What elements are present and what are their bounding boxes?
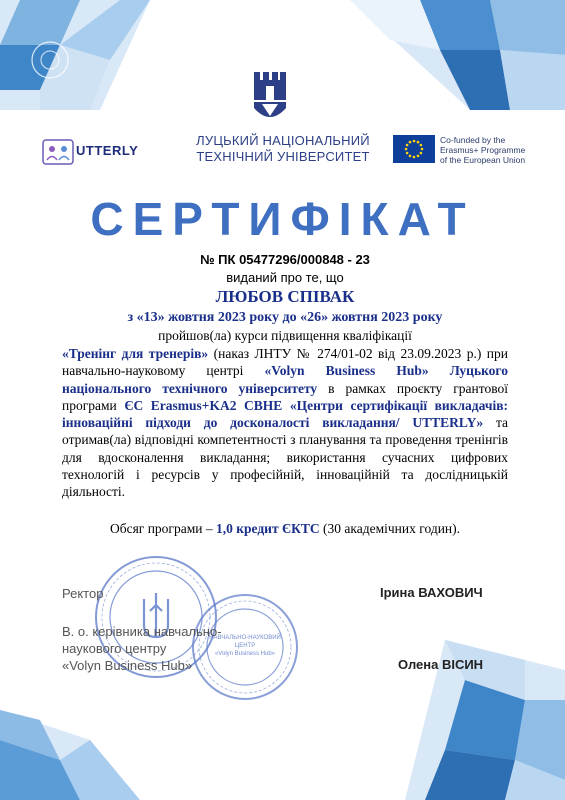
corner-decoration-top-right	[350, 0, 565, 110]
center-name: «Volyn Business Hub» Луцького національного технічного університету	[62, 363, 508, 396]
body-text-3: та отримав(ла) відповідні компетентності з планування та проведення тренінгів для вдосконалення викладання; використання сучасних цифрових технологій і ресурсів у професійній, інноваційній та дослідницькій діяльності.	[62, 415, 508, 500]
corner-decoration-top-left	[0, 0, 150, 110]
university-name-line2: ТЕХНІЧНИЙ УНІВЕРСИТЕТ	[196, 149, 370, 164]
certificate-title: СЕРТИФІКАТ	[90, 193, 475, 245]
center-head-label-line3: «Volyn Business Hub»	[62, 658, 193, 673]
university-name	[178, 133, 388, 165]
eu-line3: of the European Union	[440, 155, 526, 165]
volume-credits: 1,0 кредит ЄКТС	[215, 521, 320, 536]
stamp-line1: НАВЧАЛЬНО-НАУКОВИЙ ЦЕНТР	[209, 635, 281, 649]
center-head-label	[62, 623, 222, 674]
utterly-logo-text: UTTERLY	[76, 143, 139, 158]
eu-line2: Erasmus+ Programme	[440, 145, 526, 155]
eu-cofunded-text	[440, 135, 560, 165]
volume-suffix: (30 академічних годин).	[319, 521, 461, 536]
university-name-line1: ЛУЦЬКИЙ НАЦІОНАЛЬНИЙ	[196, 133, 370, 148]
course-period: з «13» жовтня 2023 року до «26» жовтня 2023 року	[127, 310, 443, 325]
passed-text: пройшов(ла) курси підвищення кваліфікації	[158, 328, 412, 343]
recipient-name: ЛЮБОВ СПІВАК	[215, 287, 355, 306]
certificate-number: № ПК 05477296/000848 - 23	[200, 252, 370, 267]
center-head-label-line2: наукового центру	[62, 641, 167, 656]
corner-decoration-bottom-left	[0, 680, 140, 800]
center-head-name: Олена ВІСИН	[398, 657, 484, 672]
eu-line1: Co-funded by the	[440, 135, 506, 145]
body-text-2: в рамках проєкту грантової програми	[62, 380, 508, 413]
rector-name: Ірина ВАХОВИЧ	[380, 585, 483, 600]
stamp-line2: «Volyn Business Hub»	[214, 651, 276, 657]
project-name: ЄС Erasmus+KA2 CBHE «Центри сертифікації викладачів: інноваційні підходи до досконалості викладання/ UTTERLY»	[62, 397, 508, 431]
issued-text: виданий про те, що	[226, 270, 344, 285]
certificate-body	[62, 345, 508, 501]
rector-label: Ректор	[62, 586, 104, 601]
body-text-1: (наказ ЛНТУ № 274/01-02 від 23.09.2023 р.) при навчально-науковому центрі	[62, 346, 508, 379]
castle-tower-icon	[252, 72, 288, 122]
eu-flag-icon	[393, 135, 435, 163]
center-head-label-line1: В. о. керівника навчально-	[62, 624, 222, 639]
volume-prefix: Обсяг програми –	[109, 521, 216, 536]
program-volume	[62, 521, 508, 537]
course-name: «Тренінг для тренерів»	[62, 346, 209, 361]
